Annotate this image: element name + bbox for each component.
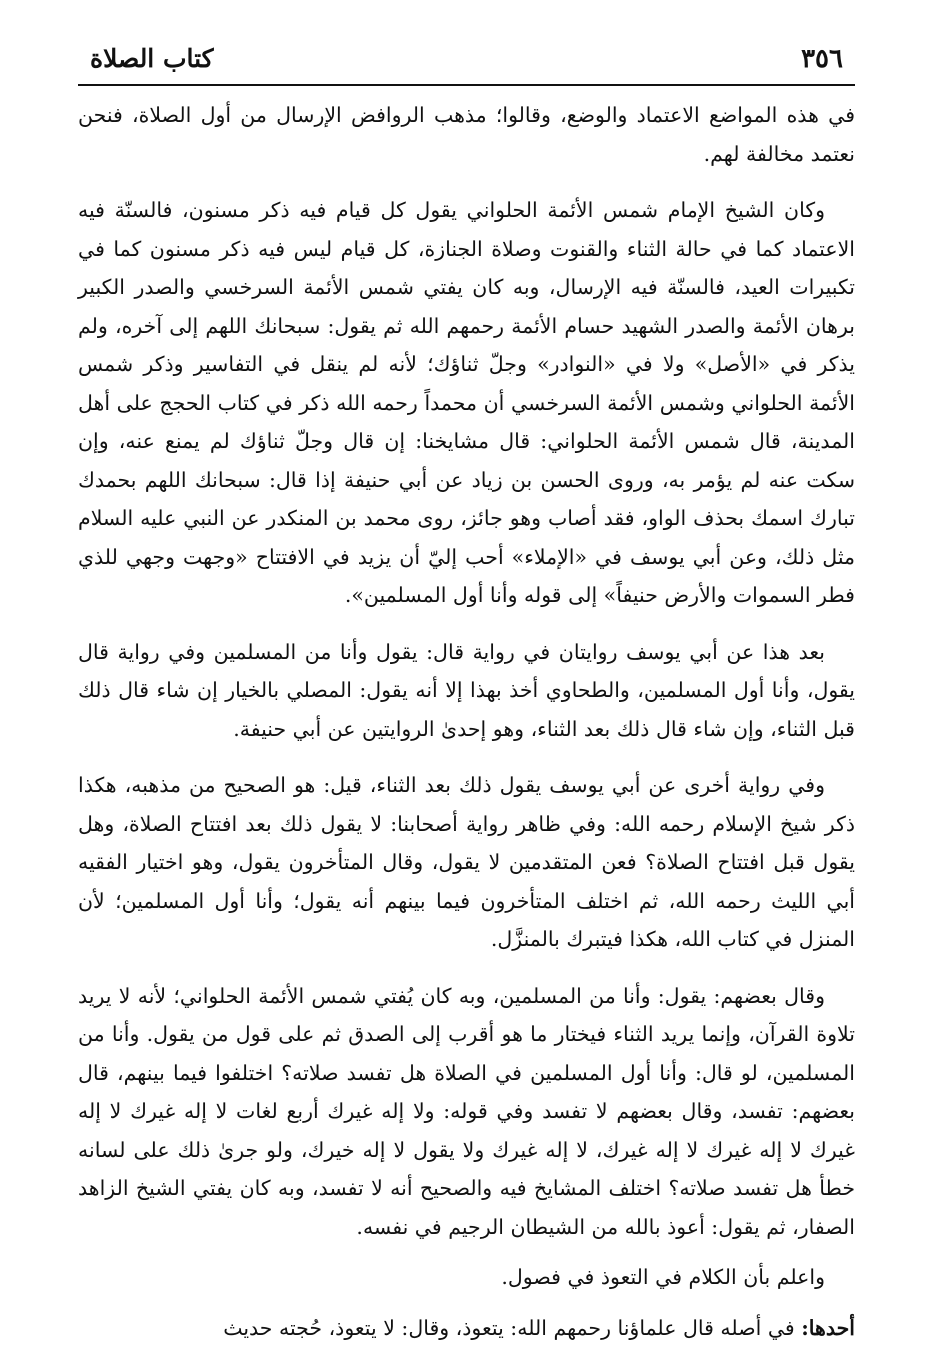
running-header	[78, 38, 855, 78]
paragraph-with-lead	[78, 1309, 855, 1348]
paragraph: وفي رواية أخرى عن أبي يوسف يقول ذلك بعد الثناء، قيل: هو الصحيح من مذهبه، هكذا ذكر شيخ الإسلام رحمه الله: وفي ظاهر رواية أصحابنا: لا يقول ذلك بعد افتتاح الصلاة، وهل يقول قبل افتتاح الصلاة؟ فعن المتقدمين لا يقول، وقال المتأخرون يقول، وهو اختيار الفقيه أبي الليث رحمه الله، ثم اختلف المتأخرون فيما بينهم أنه يقول؛ وأنا أول المسلمين؛ لأن المنزل في كتاب الله، هكذا فيتبرك بالمنزَّل.	[78, 773, 855, 951]
book-title: كتاب الصلاة	[90, 44, 214, 73]
header-divider	[78, 84, 855, 86]
paragraph-lead-word: أحدها:	[801, 1315, 855, 1340]
paragraph: وقال بعضهم: يقول: وأنا من المسلمين، وبه كان يُفتي شمس الأئمة الحلواني؛ لأنه لا يريد تلاوة القرآن، وإنما يريد الثناء فيختار ما هو أقرب إلى الصدق ثم على قول من يقول. وأنا من المسلمين، لو قال: وأنا أول المسلمين في الصلاة هل تفسد صلاته؟ اختلفوا فيما بينهم، قال بعضهم: تفسد، وقال بعضهم لا تفسد وفي قوله: ولا إله غيرك أربع لغات لا إله غيرك لا إله غيرك لا إله غيرك لا إله غيرك، لا إله غيرك ولا يقول لا إله خيرك، ولو جرىٰ ذلك على لسانه خطأ هل تفسد صلاته؟ اختلف المشايخ فيه والصحيح أنه لا تفسد، وبه كان يفتي الشيخ الزاهد الصفار، ثم يقول: أعوذ بالله من الشيطان الرجيم في نفسه.	[78, 983, 855, 1239]
page-number: ٣٥٦	[801, 44, 843, 74]
paragraph: وكان الشيخ الإمام شمس الأئمة الحلواني يقول كل قيام فيه ذكر مسنون، فالسنّة فيه الاعتماد كما في حالة الثناء والقنوت وصلاة الجنازة، كل قيام ليس فيه ذكر مسنون كما في تكبيرات العيد، فالسنّة فيه الإرسال، وبه كان يفتي شمس الأئمة السرخسي والصدر الكبير برهان الأئمة والصدر الشهيد حسام الأئمة رحمهم الله ثم يقول: سبحانك اللهم إلى آخره، ولم يذكر في «الأصل» ولا في «النوادر» وجلّ ثناؤك؛ لأنه لم ينقل في التفاسير وذكر شمس الأئمة الحلواني وشمس الأئمة السرخسي أن محمداً رحمه الله ذكر في كتاب الحجج على أهل المدينة، قال شمس الأئمة الحلواني: قال مشايخنا: إن قال وجلّ ثناؤك لم يمنع عنه، وإن سكت عنه لم يؤمر به، وروى الحسن بن زياد عن أبي حنيفة إذا قال: سبحانك اللهم بحمدك تبارك اسمك بحذف الواو، فقد أصاب وهو جائز، روى محمد بن المنكدر عن النبي عليه السلام مثل ذلك، وعن أبي يوسف في «الإملاء» أحب إليّ أن يزيد في الافتتاح «وجهت وجهي للذي فطر السموات والأرض حنيفاً» إلى قوله وأنا أول المسلمين».	[78, 198, 855, 607]
paragraph: واعلم بأن الكلام في التعوذ في فصول.	[501, 1265, 825, 1289]
page-body	[78, 96, 855, 1347]
paragraph-text: في أصله قال علماؤنا رحمهم الله: يتعوذ، وقال: لا يتعوذ، حُجته حديث	[223, 1315, 802, 1340]
paragraph: بعد هذا عن أبي يوسف روايتان في رواية قال: يقول وأنا من المسلمين وفي رواية قال يقول، وأنا أول المسلمين، والطحاوي أخذ بهذا إلا أنه يقول: المصلي بالخيار إن شاء قال ذلك قبل الثناء، وإن شاء قال ذلك بعد الثناء، وهو إحدىٰ الروايتين عن أبي حنيفة.	[78, 639, 855, 741]
paragraph: في هذه المواضع الاعتماد والوضع، وقالوا؛ مذهب الروافض الإرسال من أول الصلاة، فنحن نعتمد مخالفة لهم.	[78, 103, 855, 166]
